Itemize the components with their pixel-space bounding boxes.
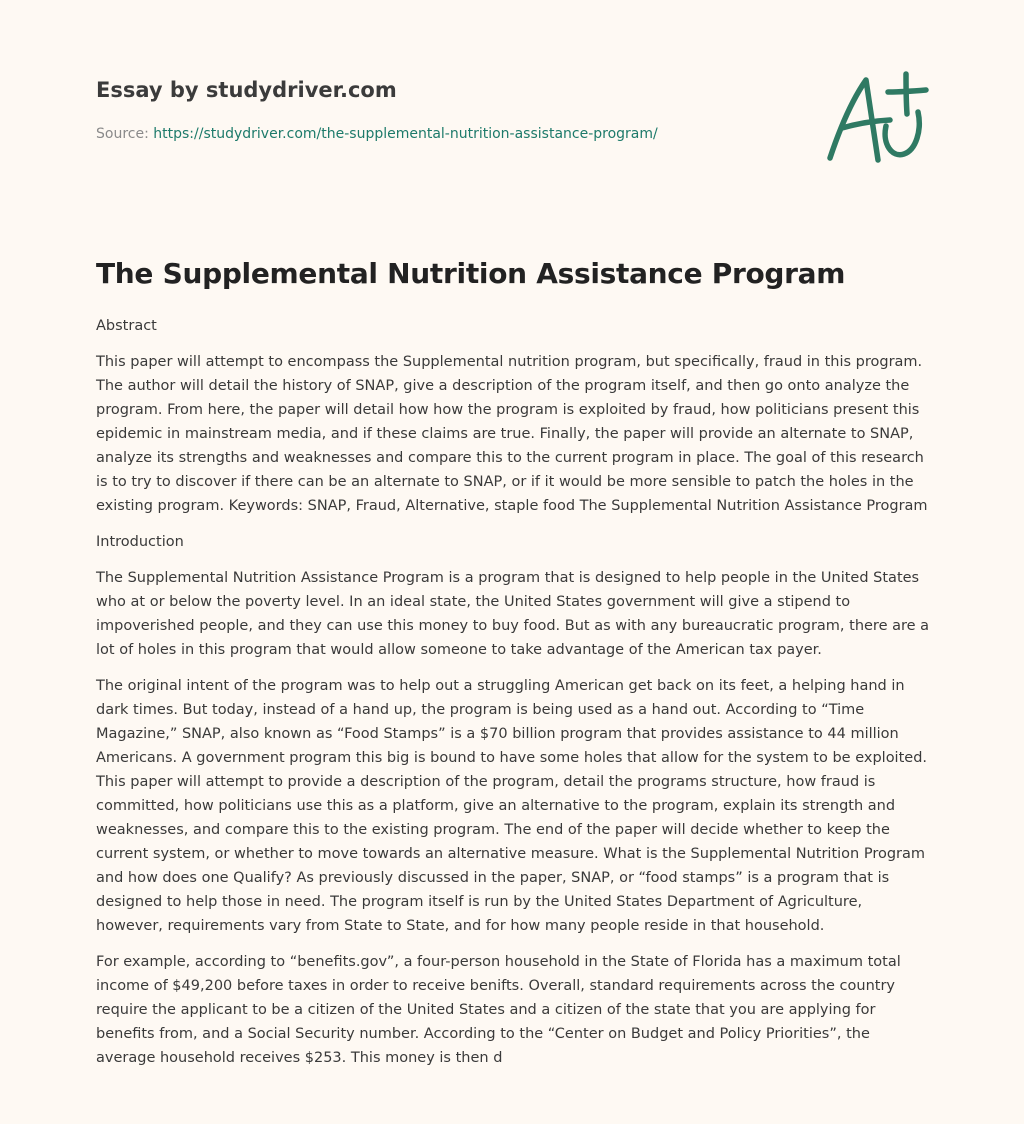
introduction-heading: Introduction [96, 534, 184, 550]
body-paragraph: The Supplemental Nutrition Assistance Program is a program that is designed to help people in the United States who at or below the poverty level. In an ideal state, the United States government will give a stipend to impoverished people, and they can use this money to buy food. But as with any bureaucratic program, there are a lot of holes in this program that would allow someone to take advantage of the American tax payer. [96, 570, 930, 658]
body-paragraph: The original intent of the program was to help out a struggling American get back on its feet, a helping hand in dark times. But today, instead of a hand up, the program is being used as a hand out. According to “Time Magazine,” SNAP, also known as “Food Stamps” is a $70 billion program that provides assistance to 44 million Americans. A government program this big is bound to have some holes that allow for the system to be exploited. This paper will attempt to provide a description of the program, detail the programs structure, how fraud is committed, how politicians use this as a platform, give an alternative to the program, explain its strength and weaknesses, and compare this to the existing program. The end of the paper will decide whether to keep the current system, or whether to move towards an alternative measure. What is the Supplemental Nutrition Program and how does one Qualify? As previously discussed in the paper, SNAP, or “food stamps” is a program that is designed to help those in need. The program itself is run by the United States Department of Agriculture, however, requirements vary from State to State, and for how many people reside in that household. [96, 678, 928, 934]
essay-body [96, 314, 930, 1082]
a-plus-logo-icon [818, 66, 930, 170]
source-label: Source: [96, 126, 154, 142]
brand-name: Essay by studydriver.com [96, 78, 397, 102]
essay-header [96, 76, 796, 144]
body-paragraph: For example, according to “benefits.gov”, a four-person household in the State of Florida has a maximum total income of $49,200 before taxes in order to receive benifts. Overall, standard requirements across the country require the applicant to be a citizen of the United States and a citizen of the state that you are applying for benefits from, and a Social Security number. According to the “Center on Budget and Policy Priorities”, the average household receives $253. This money is then d [96, 954, 901, 1066]
abstract-paragraph: This paper will attempt to encompass the Supplemental nutrition program, but specifically, fraud in this program. The author will detail the history of SNAP, give a description of the program itself, and then go onto analyze the program. From here, the paper will detail how how the program is exploited by fraud, how politicians present this epidemic in mainstream media, and if these claims are true. Finally, the paper will provide an alternate to SNAP, analyze its strengths and weaknesses and compare this to the current program in place. The goal of this research is to try to discover if there can be an alternate to SNAP, or if it would be more sensible to patch the holes in the existing program. Keywords: SNAP, Fraud, Alternative, staple food The Supplemental Nutrition Assistance Program [96, 354, 928, 514]
essay-title: The Supplemental Nutrition Assistance Program [96, 257, 846, 290]
source-link[interactable]: https://studydriver.com/the-supplemental-nutrition-assistance-program/ [153, 126, 658, 142]
source-line [96, 124, 796, 144]
abstract-heading: Abstract [96, 318, 157, 334]
